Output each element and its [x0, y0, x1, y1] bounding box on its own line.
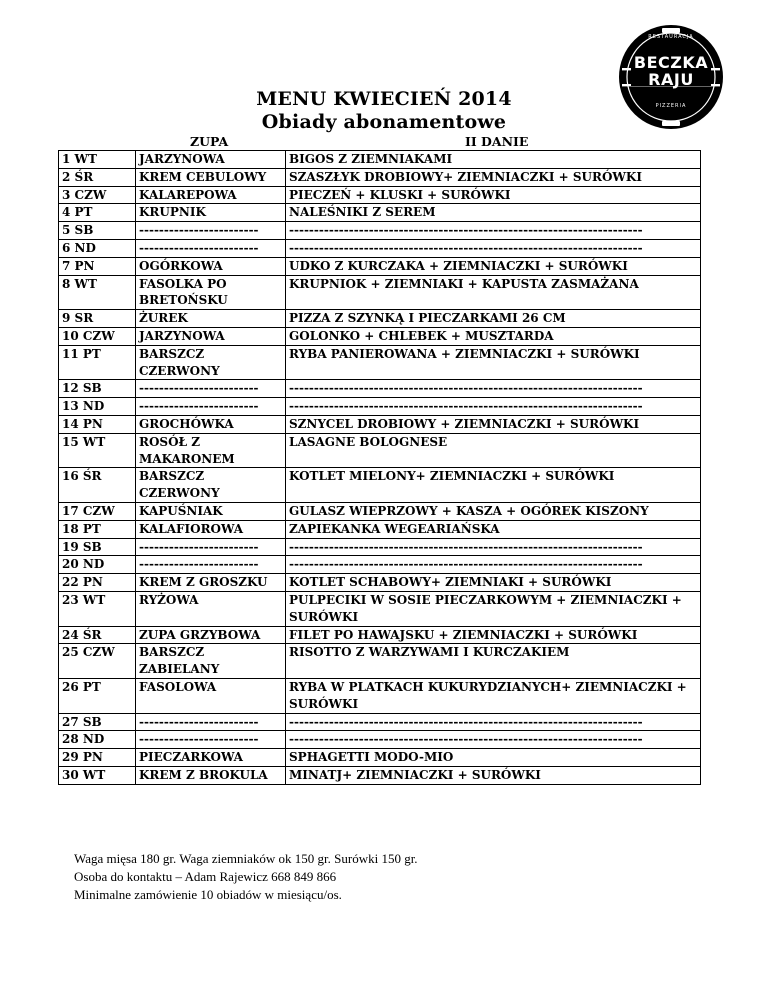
soup-cell: ------------------------	[136, 398, 286, 416]
soup-cell: PIECZARKOWA	[136, 749, 286, 767]
main-course-cell: KOTLET MIELONY+ ZIEMNIACZKI + SURÓWKI	[286, 468, 701, 503]
menu-row	[59, 239, 701, 257]
menu-row	[59, 626, 701, 644]
menu-row	[59, 433, 701, 468]
day-cell: 8 WT	[59, 275, 136, 310]
day-cell: 14 PN	[59, 415, 136, 433]
day-cell: 2 ŚR	[59, 168, 136, 186]
main-course-cell: RISOTTO Z WARZYWAMI I KURCZAKIEM	[286, 644, 701, 679]
day-cell: 4 PT	[59, 204, 136, 222]
soup-cell: BARSZCZ ZABIELANY	[136, 644, 286, 679]
menu-row	[59, 591, 701, 626]
day-cell: 15 WT	[59, 433, 136, 468]
main-course-cell: SPHAGETTI MODO-MIO	[286, 749, 701, 767]
main-course-cell: -----------------------------------------------------------------------	[286, 538, 701, 556]
soup-cell: JARZYNOWA	[136, 327, 286, 345]
main-course-cell: GULASZ WIEPRZOWY + KASZA + OGÓREK KISZONY	[286, 502, 701, 520]
soup-cell: ------------------------	[136, 222, 286, 240]
soup-cell: ------------------------	[136, 380, 286, 398]
day-cell: 28 ND	[59, 731, 136, 749]
menu-row	[59, 204, 701, 222]
menu-row	[59, 556, 701, 574]
main-course-cell: PIECZEŃ + KLUSKI + SURÓWKI	[286, 186, 701, 204]
menu-row	[59, 766, 701, 784]
main-course-cell: KRUPNIOK + ZIEMNIAKI + KAPUSTA ZASMAŻANA	[286, 275, 701, 310]
main-course-cell: PIZZA Z SZYNKĄ I PIECZARKAMI 26 CM	[286, 310, 701, 328]
soup-cell: ------------------------	[136, 713, 286, 731]
day-cell: 19 SB	[59, 538, 136, 556]
note-weights: Waga mięsa 180 gr. Waga ziemniaków ok 150 gr. Surówki 150 gr.	[74, 851, 418, 866]
menu-row	[59, 345, 701, 380]
soup-cell: OGÓRKOWA	[136, 257, 286, 275]
day-cell: 1 WT	[59, 151, 136, 169]
soup-cell: FASOLOWA	[136, 678, 286, 713]
day-cell: 10 CZW	[59, 327, 136, 345]
day-cell: 18 PT	[59, 520, 136, 538]
page-title: MENU KWIECIEŃ 2014	[256, 88, 512, 110]
soup-cell: ROSÓŁ Z MAKARONEM	[136, 433, 286, 468]
main-course-cell: -----------------------------------------------------------------------	[286, 380, 701, 398]
soup-cell: JARZYNOWA	[136, 151, 286, 169]
menu-row	[59, 502, 701, 520]
note-contact: Osoba do kontaktu – Adam Rajewicz 668 849 866	[74, 869, 337, 884]
note-minimum-order: Minimalne zamówienie 10 obiadów w miesiącu/os.	[74, 887, 342, 902]
menu-row	[59, 257, 701, 275]
menu-row	[59, 574, 701, 592]
main-course-cell: GOLONKO + CHLEBEK + MUSZTARDA	[286, 327, 701, 345]
soup-cell: RYŻOWA	[136, 591, 286, 626]
day-cell: 3 CZW	[59, 186, 136, 204]
soup-cell: KRUPNIK	[136, 204, 286, 222]
day-cell: 17 CZW	[59, 502, 136, 520]
main-course-cell: RYBA W PLATKACH KUKURYDZIANYCH+ ZIEMNIACZKI + SURÓWKI	[286, 678, 701, 713]
day-cell: 7 PN	[59, 257, 136, 275]
logo-line-1: BECZKA	[633, 53, 709, 72]
soup-cell: ------------------------	[136, 556, 286, 574]
menu-row	[59, 222, 701, 240]
day-cell: 6 ND	[59, 239, 136, 257]
menu-row	[59, 731, 701, 749]
soup-cell: BARSZCZ CZERWONY	[136, 345, 286, 380]
main-course-cell: RYBA PANIEROWANA + ZIEMNIACZKI + SURÓWKI	[286, 345, 701, 380]
day-cell: 13 ND	[59, 398, 136, 416]
day-cell: 27 SB	[59, 713, 136, 731]
main-course-cell: -----------------------------------------------------------------------	[286, 398, 701, 416]
menu-row	[59, 327, 701, 345]
menu-row	[59, 275, 701, 310]
day-cell: 20 ND	[59, 556, 136, 574]
day-cell: 16 ŚR	[59, 468, 136, 503]
main-course-cell: -----------------------------------------------------------------------	[286, 239, 701, 257]
day-cell: 22 PN	[59, 574, 136, 592]
main-course-cell: KOTLET SCHABOWY+ ZIEMNIAKI + SURÓWKI	[286, 574, 701, 592]
day-cell: 25 CZW	[59, 644, 136, 679]
day-cell: 12 SB	[59, 380, 136, 398]
menu-row	[59, 310, 701, 328]
menu-row	[59, 713, 701, 731]
menu-row	[59, 749, 701, 767]
menu-row	[59, 644, 701, 679]
main-course-cell: -----------------------------------------------------------------------	[286, 731, 701, 749]
soup-cell: KAPUŚNIAK	[136, 502, 286, 520]
day-cell: 30 WT	[59, 766, 136, 784]
day-cell: 24 ŚR	[59, 626, 136, 644]
menu-row	[59, 678, 701, 713]
soup-cell: KALAREPOWA	[136, 186, 286, 204]
soup-cell: BARSZCZ CZERWONY	[136, 468, 286, 503]
day-cell: 29 PN	[59, 749, 136, 767]
soup-cell: ZUPA GRZYBOWA	[136, 626, 286, 644]
main-course-cell: NALEŚNIKI Z SEREM	[286, 204, 701, 222]
menu-row	[59, 380, 701, 398]
soup-cell: KREM Z GROSZKU	[136, 574, 286, 592]
menu-row	[59, 151, 701, 169]
menu-row	[59, 398, 701, 416]
soup-cell: ------------------------	[136, 731, 286, 749]
main-course-cell: -----------------------------------------------------------------------	[286, 713, 701, 731]
menu-row	[59, 538, 701, 556]
main-course-cell: SZASZŁYK DROBIOWY+ ZIEMNIACZKI + SURÓWKI	[286, 168, 701, 186]
soup-cell: GROCHÓWKA	[136, 415, 286, 433]
main-course-cell: LASAGNE BOLOGNESE	[286, 433, 701, 468]
header-soup: ZUPA	[190, 134, 229, 149]
logo-ring-top: RESTAURACJA	[648, 34, 694, 40]
logo-wordmark	[618, 55, 724, 88]
main-course-cell: UDKO Z KURCZAKA + ZIEMNIACZKI + SURÓWKI	[286, 257, 701, 275]
day-cell: 9 SR	[59, 310, 136, 328]
main-course-cell: PULPECIKI W SOSIE PIECZARKOWYM + ZIEMNIACZKI + SURÓWKI	[286, 591, 701, 626]
menu-table	[58, 150, 701, 785]
main-course-cell: SZNYCEL DROBIOWY + ZIEMNIACZKI + SURÓWKI	[286, 415, 701, 433]
soup-cell: KREM CEBULOWY	[136, 168, 286, 186]
main-course-cell: -----------------------------------------------------------------------	[286, 222, 701, 240]
main-course-cell: FILET PO HAWAJSKU + ZIEMNIACZKI + SURÓWKI	[286, 626, 701, 644]
soup-cell: KALAFIOROWA	[136, 520, 286, 538]
day-cell: 26 PT	[59, 678, 136, 713]
soup-cell: ------------------------	[136, 538, 286, 556]
main-course-cell: -----------------------------------------------------------------------	[286, 556, 701, 574]
menu-row	[59, 186, 701, 204]
menu-row	[59, 168, 701, 186]
day-cell: 23 WT	[59, 591, 136, 626]
soup-cell: FASOLKA PO BRETOŃSKU	[136, 275, 286, 310]
page-subtitle: Obiady abonamentowe	[261, 111, 507, 133]
soup-cell: KREM Z BROKULA	[136, 766, 286, 784]
soup-cell: ŻUREK	[136, 310, 286, 328]
main-course-cell: ZAPIEKANKA WEGEARIAŃSKA	[286, 520, 701, 538]
day-cell: 5 SB	[59, 222, 136, 240]
logo-line-2: RAJU	[648, 70, 694, 89]
menu-row	[59, 520, 701, 538]
main-course-cell: MINATJ+ ZIEMNIACZKI + SURÓWKI	[286, 766, 701, 784]
header-main-course: II DANIE	[465, 134, 529, 149]
notes	[74, 850, 418, 904]
soup-cell: ------------------------	[136, 239, 286, 257]
day-cell: 11 PT	[59, 345, 136, 380]
menu-row	[59, 468, 701, 503]
main-course-cell: BIGOS Z ZIEMNIAKAMI	[286, 151, 701, 169]
menu-row	[59, 415, 701, 433]
logo-ring-bottom: PIZZERIA	[655, 103, 687, 109]
